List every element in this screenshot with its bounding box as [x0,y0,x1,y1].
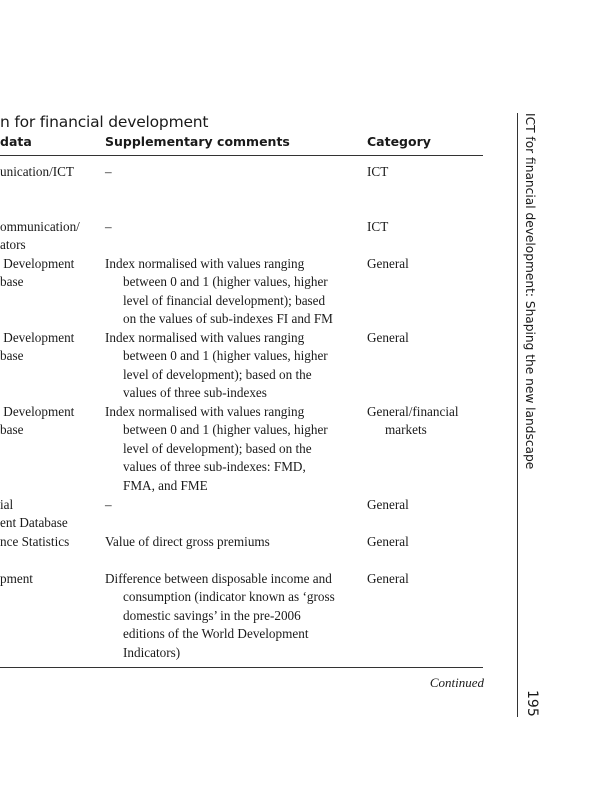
row-source-cell [0,496,96,533]
row-category-cell [367,533,482,551]
row-category-cell [367,329,482,347]
row-comments-cell [105,255,360,329]
row-category-cell [367,255,482,273]
cell-line: Development [0,404,75,419]
cell-line: base [0,274,24,290]
cell-line: Difference between disposable income and [105,571,332,586]
row-category-cell [367,218,482,236]
cell-line: level of development); based on the [123,366,312,382]
row-category-cell [367,163,482,181]
cell-line: – [105,219,112,234]
cell-line: FMA, and FME [123,477,208,493]
row-comments-cell [105,403,360,495]
running-head-rule [517,113,518,717]
running-head: ICT for financial development: Shaping the new landscape [523,113,537,470]
cell-line: General [367,534,409,549]
header-rule [0,155,483,156]
cell-line: General [367,330,409,345]
row-source-cell [0,533,96,551]
row-source-cell [0,329,96,366]
bottom-rule [0,667,483,668]
cell-line: Indicators) [123,644,181,660]
row-comments-cell [105,570,360,662]
cell-line: Index normalised with values ranging [105,404,305,419]
cell-line: values of three sub-indexes: FMD, [123,459,306,475]
cell-line: domestic savings’ in the pre-2006 [123,607,301,623]
cell-line: Index normalised with values ranging [105,330,305,345]
cell-line: ial [0,497,14,512]
row-category-cell [367,403,482,440]
cell-line: ommunication/ [0,219,80,234]
cell-line: – [105,164,112,179]
page-number: 195 [524,690,540,717]
cell-line: General/financial [367,404,459,419]
cell-line: Development [0,256,75,271]
cell-line: ICT [367,164,389,179]
row-source-cell [0,163,96,181]
row-comments-cell [105,218,360,236]
cell-line: between 0 and 1 (higher values, higher [123,422,328,438]
cell-line: on the values of sub-indexes FI and FM [123,311,333,327]
cell-line: pment [0,571,33,586]
cell-line: ICT [367,219,389,234]
cell-line: Value of direct gross premiums [105,534,270,549]
cell-line: between 0 and 1 (higher values, higher [123,348,328,364]
cell-line: ent Database [0,515,68,531]
row-comments-cell [105,496,360,514]
row-source-cell [0,403,96,440]
cell-line: base [0,422,24,438]
header-comments: Supplementary comments [105,134,290,149]
row-category-cell [367,570,482,588]
row-source-cell [0,218,96,255]
cell-line: editions of the World Development [123,626,309,642]
cell-line: ators [0,237,26,253]
cell-line: consumption (indicator known as ‘gross [123,589,335,605]
cell-line: General [367,497,409,512]
cell-line: General [367,256,409,271]
row-source-cell [0,570,96,588]
cell-line: unication/ICT [0,164,74,179]
cell-line: General [367,571,409,586]
header-category: Category [367,134,431,149]
row-category-cell [367,496,482,514]
cell-line: Index normalised with values ranging [105,256,305,271]
cell-line: base [0,348,24,364]
row-comments-cell [105,533,360,551]
cell-line: markets [385,422,427,438]
cell-line: between 0 and 1 (higher values, higher [123,274,328,290]
table-caption: n for financial development [0,113,209,131]
cell-line: – [105,497,112,512]
cell-line: level of financial development); based [123,292,326,308]
continued-label: Continued [429,675,484,690]
row-source-cell [0,255,96,292]
cell-line: Development [0,330,75,345]
row-comments-cell [105,329,360,403]
cell-line: nce Statistics [0,534,70,549]
cell-line: values of three sub-indexes [123,385,267,401]
header-source: data [0,134,32,149]
row-comments-cell [105,163,360,181]
cell-line: level of development); based on the [123,440,312,456]
